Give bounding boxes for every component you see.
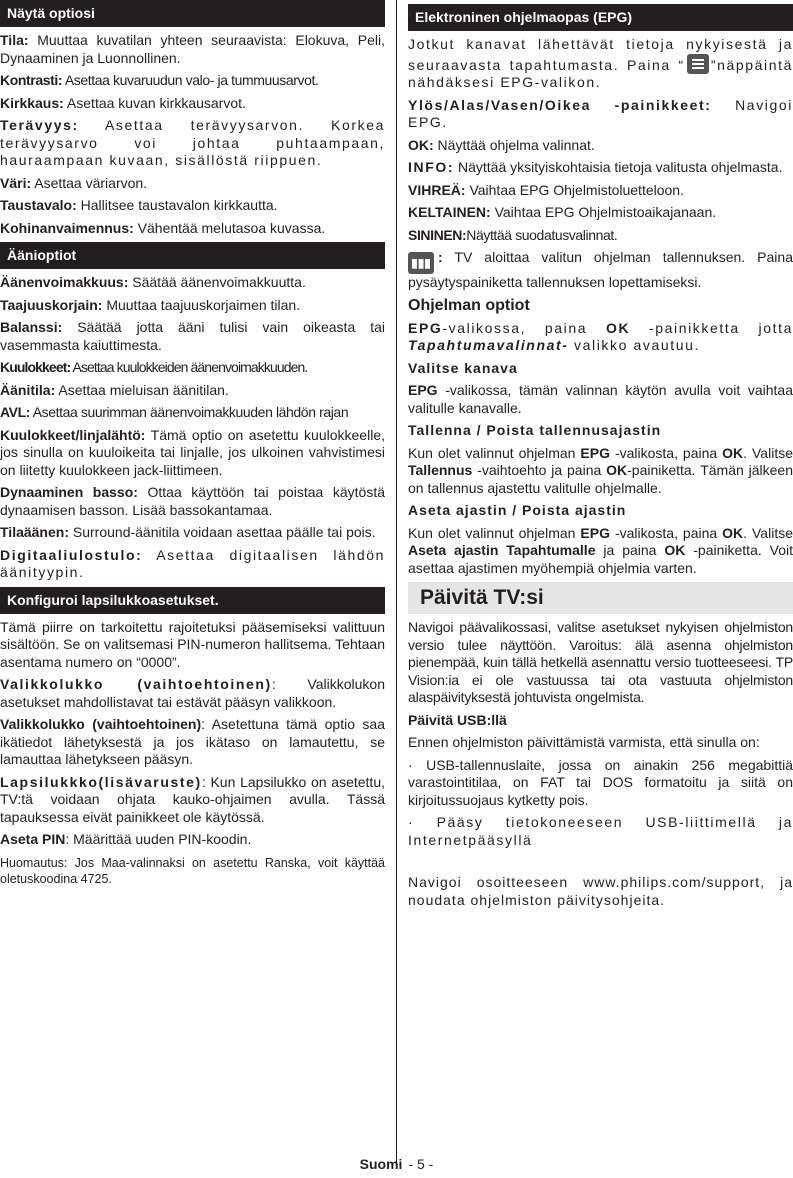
update-intro: Navigoi päävalikossasi, valitse asetukset nykyisen ohjelmiston versio tulee näyttöön. Varoitus: älä asenna ohjelmiston pienempää, kuin tällä hetkellä asennattu versio tuotteeseesi. TP Vision:ia ei ole vastuussa tai ota vastuuta ohjelmiston alaspäivityksestä johtuvista ongelmista.: [408, 619, 793, 705]
page-footer: [0, 1156, 793, 1172]
audio-item: AVL: Asettaa suurimman äänenvoimakkuuden lähdön rajan: [0, 404, 349, 420]
epg-item: SININEN:Näyttää suodatusvalinnat.: [408, 226, 618, 243]
epg-heading: Elektroninen ohjelmaopas (EPG): [408, 4, 793, 31]
audio-item: Kuulokkeet/linjalähtö: Tämä optio on asetettu kuulokkeelle, jos sinulla on kuuloikeita tai linjalle, jos ulkoinen vahvistimesi on liitetty kuulokkeen jack-liittimeen.: [0, 426, 385, 478]
record-icon: ▮▮▮: [408, 252, 434, 274]
audio-item: Dynaaminen basso: Ottaa käyttöön tai poistaa käytöstä dynaamisen basson. Lisää bassokantamaa.: [0, 484, 385, 518]
column-divider: [396, 0, 397, 1162]
left-column: [0, 0, 385, 899]
update-closing: Navigoi osoitteeseen www.philips.com/support, ja noudata ohjelmiston päivitysohjeita.: [408, 874, 793, 908]
picture-item: Taustavalo: Hallitsee taustavalon kirkkautta.: [0, 197, 278, 213]
usb-update-intro: Ennen ohjelmiston päivittämistä varmista, että sinulla on:: [408, 734, 760, 750]
record-text: Kun olet valinnut ohjelman EPG -valikosta, paina OK. Valitse Tallennus -vaihtoehto ja paina OK-painiketta. Tämän jälkeen on tallennus ajastettu valitulle ohjelmalle.: [408, 444, 793, 496]
audio-options-heading: Äänioptiot: [0, 242, 385, 269]
picture-options-heading: Näytä optiosi: [0, 0, 385, 27]
usb-requirement-1: · USB-tallennuslaite, jossa on ainakin 256 megabittiä varastointitilaa, on FAT tai DOS formatoitu ja siitä on kirjoitussuojaus kytketty pois.: [408, 756, 793, 808]
lock-item: Aseta PIN: Määrittää uuden PIN-koodin.: [0, 831, 252, 847]
timer-text: Kun olet valinnut ohjelman EPG -valikosta, paina OK. Valitse Aseta ajastin Tapahtumalle ja paina OK -painiketta. Voit asettaa ajastimen myöhempiä ohjelmia varten.: [408, 524, 793, 576]
select-channel-heading: Valitse kanava: [408, 359, 518, 376]
audio-item: Äänenvoimakkuus: Säätää äänenvoimakkuutta.: [0, 274, 306, 290]
audio-item: Digitaaliulostulo: Asettaa digitaalisen lähdön äänityypin.: [0, 546, 385, 580]
timer-heading: Aseta ajastin / Poista ajastin: [408, 502, 627, 518]
epg-item: Ylös/Alas/Vasen/Oikea -painikkeet: Navigoi EPG.: [408, 96, 793, 130]
epg-item: INFO: Näyttää yksityiskohtaisia tietoja valitusta ohjelmasta.: [408, 159, 783, 175]
audio-item: Kuulokkeet: Asettaa kuulokkeiden äänenvoimakkuuden.: [0, 359, 308, 375]
usb-update-heading: Päivitä USB:llä: [408, 711, 507, 728]
epg-intro: Jotkut kanavat lähettävät tietoja nykyisestä ja seuraavasta tapahtumasta. Paina “ ”näppäintä nähdäksesi EPG-valikon.: [408, 36, 793, 90]
picture-item: Kirkkaus: Asettaa kuvan kirkkausarvot.: [0, 94, 246, 111]
picture-item: Kohinanvaimennus: Vähentää melutasoa kuvassa.: [0, 219, 326, 236]
lock-note: Huomautus: Jos Maa-valinnaksi on asetettu Ranska, voit käyttää oletuskoodina 4725.: [0, 855, 385, 886]
right-column: [408, 0, 793, 914]
epg-record-item: ▮▮▮ : TV aloittaa valitun ohjelman tallennuksen. Paina pysäytyspainiketta tallennuksen lopettamiseksi.: [408, 249, 793, 290]
menu-icon: [687, 54, 709, 74]
lock-intro: Tämä piirre on tarkoitettu rajoitetuksi pääsemiseksi valittuun sisältöön. Se on valitsemasi PIN-numeron hallitsema. Tehtaan asentama numero on “0000”.: [0, 618, 385, 670]
footer-language: Suomi: [359, 1156, 403, 1172]
usb-requirement-2: · Pääsy tietokoneeseen USB-liittimellä ja Internetpääsyllä: [408, 814, 793, 848]
picture-item: Tila: Muuttaa kuvatilan yhteen seuraavista: Elokuva, Peli, Dynaaminen ja Luonnollinen.: [0, 32, 385, 66]
picture-item: Terävyys: Asettaa terävyysarvon. Korkea terävyysarvo voi johtaa puhtaampaan, hauraampaan kuvaan, sisällöstä riippuen.: [0, 117, 385, 168]
picture-item: Väri: Asettaa väriarvon.: [0, 174, 148, 191]
epg-item: OK: Näyttää ohjelma valinnat.: [408, 136, 595, 153]
audio-item: Tilaäänen: Surround-äänitila voidaan asettaa päälle tai pois.: [0, 524, 376, 540]
update-tv-heading: Päivitä TV:si: [408, 582, 793, 614]
epg-item: KELTAINEN: Vaihtaa EPG Ohjelmistoaikajanaan.: [408, 204, 717, 220]
epg-item: VIHREÄ: Vaihtaa EPG Ohjelmistoluetteloon.: [408, 181, 684, 198]
program-options-intro: EPG-valikossa, paina OK -painikketta jotta Tapahtumavalinnat- valikko avautuu.: [408, 319, 793, 353]
lock-item: Valikkolukko (vaihtoehtoinen): Asetettuna tämä optio saa ikätiedot lähetyksestä ja jos ikätaso on lamautettu, se lamauttaa lähetykseen pääsyn.: [0, 716, 385, 767]
parental-lock-heading: Konfiguroi lapsilukkoasetukset.: [0, 587, 385, 614]
select-channel-text: EPG -valikossa, tämän valinnan käytön avulla voit vaihtaa valitulle kanavalle.: [408, 382, 793, 416]
audio-item: Taajuuskorjain: Muuttaa taajuuskorjaimen tilan.: [0, 296, 301, 313]
lock-item: Lapsilukkko(lisävaruste): Kun Lapsilukko on asetettu, TV:tä voidaan ohjata kauko-ohjaimen avulla. Tässä tapauksessa eivät painikkeet ole käytössä.: [0, 773, 385, 825]
footer-page-number: - 5 -: [408, 1156, 434, 1172]
picture-item: Kontrasti: Asettaa kuvaruudun valo- ja tummuusarvot.: [0, 72, 319, 88]
audio-item: Balanssi: Säätää jotta ääni tulisi vain oikeasta tai vasemmasta kaiuttimesta.: [0, 319, 385, 353]
audio-item: Äänitila: Asettaa mieluisan äänitilan.: [0, 381, 229, 398]
lock-item: Valikkolukko (vaihtoehtoinen): Valikkolukon asetukset mahdollistavat tai estävät pääsyn valikkoon.: [0, 676, 385, 710]
program-options-heading: Ohjelman optiot: [408, 296, 530, 314]
record-heading: Tallenna / Poista tallennusajastin: [408, 422, 662, 438]
